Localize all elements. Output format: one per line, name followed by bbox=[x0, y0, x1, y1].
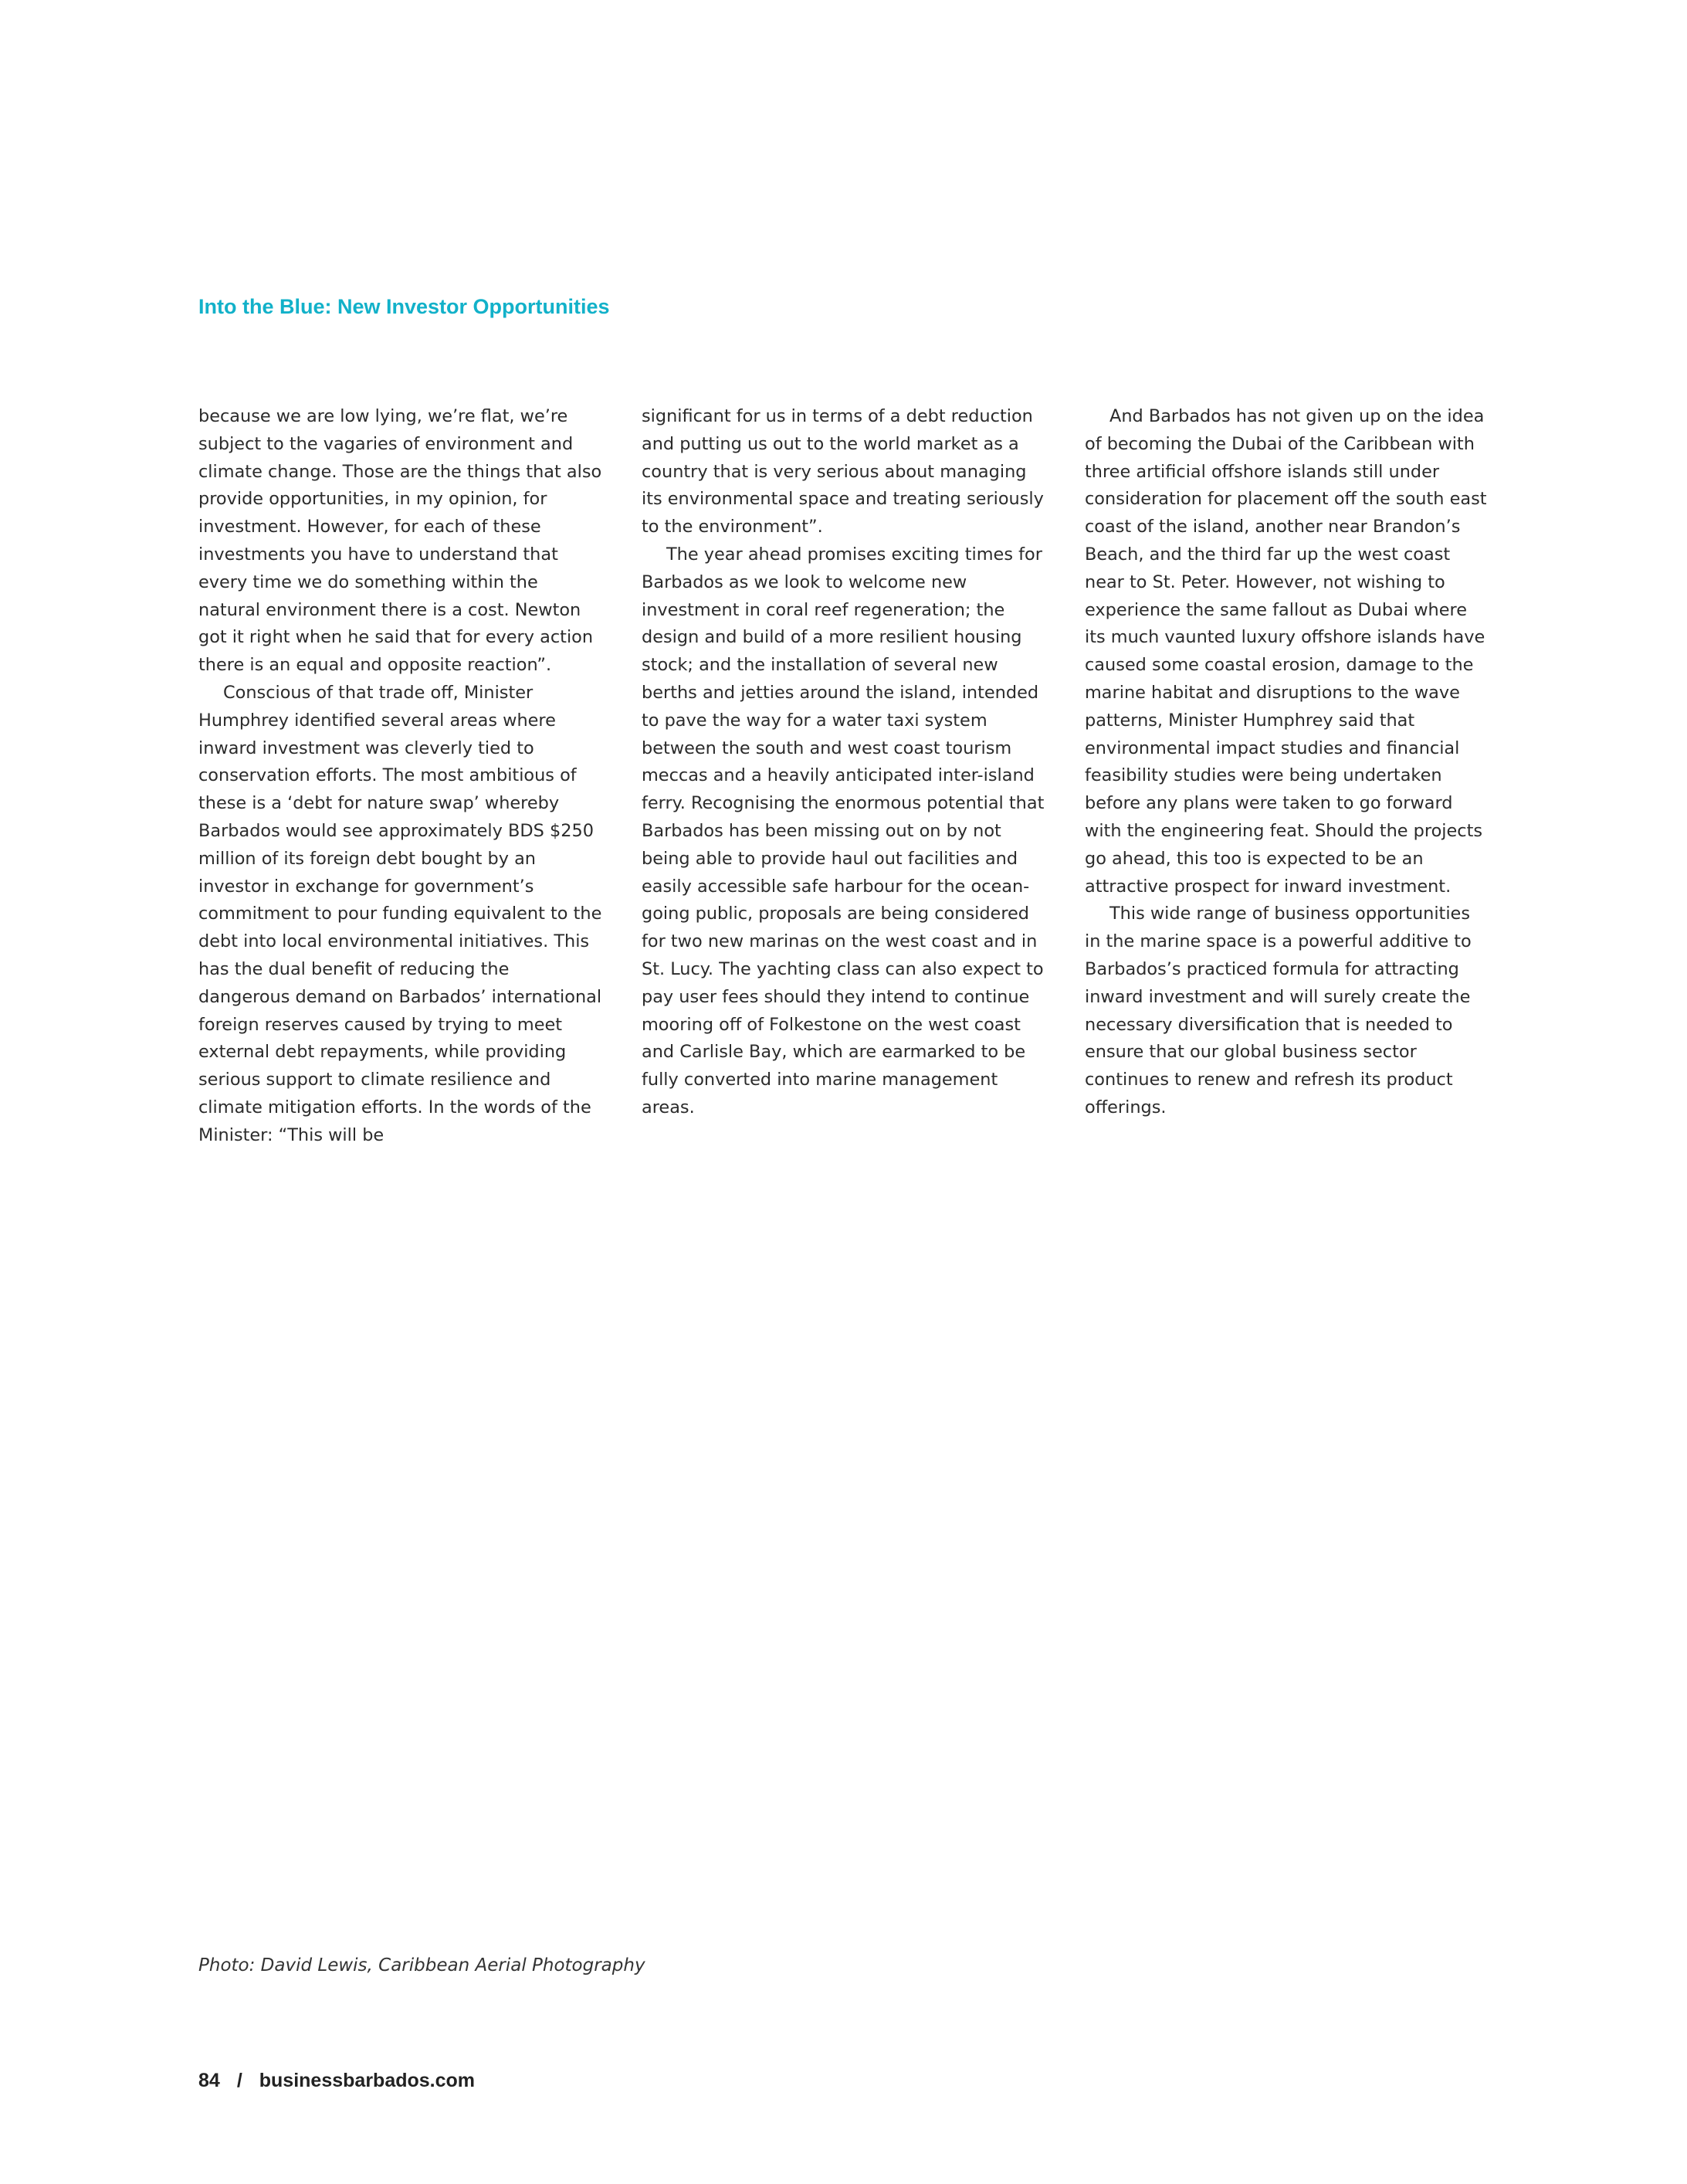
article-column-1 bbox=[198, 403, 603, 1150]
paragraph: And Barbados has not given up on the idea of becoming the Dubai of the Caribbean with three artificial offshore islands still under consideration for placement off the south east coast of the island, another near Brandon’s Beach, and the third far up the west coast near to St. Peter. However, not wishing to experience the same fallout as Dubai where its much vaunted luxury offshore islands have caused some coastal erosion, damage to the marine habitat and disruptions to the wave patterns, Minister Humphrey said that environmental impact studies and financial feasibility studies were being undertaken before any plans were taken to go forward with the engineering feat. Should the projects go ahead, this too is expected to be an attractive prospect for inward investment. bbox=[1085, 406, 1487, 897]
paragraph: Conscious of that trade off, Minister Humphrey identified several areas where inward investment was cleverly tied to conservation efforts. The most ambitious of these is a ‘debt for nature swap’ whereby Barbados would see approximately BDS $250 million of its foreign debt bought by an investor in exchange for government’s commitment to pour funding equivalent to the debt into local environmental initiatives. This has the dual benefit of reducing the dangerous demand on Barbados’ international foreign reserves caused by trying to meet external debt repayments, while providing serious support to climate resilience and climate mitigation efforts. In the words of the Minister: “This will be bbox=[198, 682, 602, 1145]
paragraph: significant for us in terms of a debt reduction and putting us out to the world market as a country that is very serious about managing its environmental space and treating seriously to the environment”. bbox=[642, 406, 1044, 538]
article-column-3 bbox=[1085, 403, 1489, 1122]
page-number: 84 bbox=[198, 2070, 220, 2091]
footer-separator: / bbox=[236, 2070, 242, 2091]
paragraph: This wide range of business opportunities in the marine space is a powerful additive to Barbados’s practiced formula for attracting inward investment and will surely create the necessary diversification that is needed to ensure that our global business sector continues to renew and refresh its product offerings. bbox=[1085, 904, 1472, 1117]
paragraph: The year ahead promises exciting times for Barbados as we look to welcome new investment in coral reef regeneration; the design and build of a more resilient housing stock; and the installation of several new berths and jetties around the island, intended to pave the way for a water taxi system between the south and west coast tourism meccas and a heavily anticipated inter-island ferry. Recognising the enormous potential that Barbados has been missing out on by not being able to provide haul out facilities and easily accessible safe harbour for the ocean-going public, proposals are being considered for two new marinas on the west coast and in St. Lucy. The yachting class can also expect to pay user fees should they intend to continue mooring off of Folkestone on the west coast and Carlisle Bay, which are earmarked to be fully converted into marine management areas. bbox=[642, 544, 1045, 1117]
photo-caption: Photo: David Lewis, Caribbean Aerial Photography bbox=[198, 1955, 645, 1975]
page-footer bbox=[198, 2070, 475, 2092]
footer-site-link[interactable]: businessbarbados.com bbox=[259, 2070, 476, 2091]
article-column-2 bbox=[642, 403, 1046, 1122]
paragraph: because we are low lying, we’re flat, we’re subject to the vagaries of environment and climate change. Those are the things that also provide opportunities, in my opinion, for investment. However, for each of these investments you have to understand that every time we do something within the natural environment there is a cost. Newton got it right when he said that for every action there is an equal and opposite reaction”. bbox=[198, 406, 602, 676]
section-title: Into the Blue: New Investor Opportunities bbox=[198, 295, 610, 318]
